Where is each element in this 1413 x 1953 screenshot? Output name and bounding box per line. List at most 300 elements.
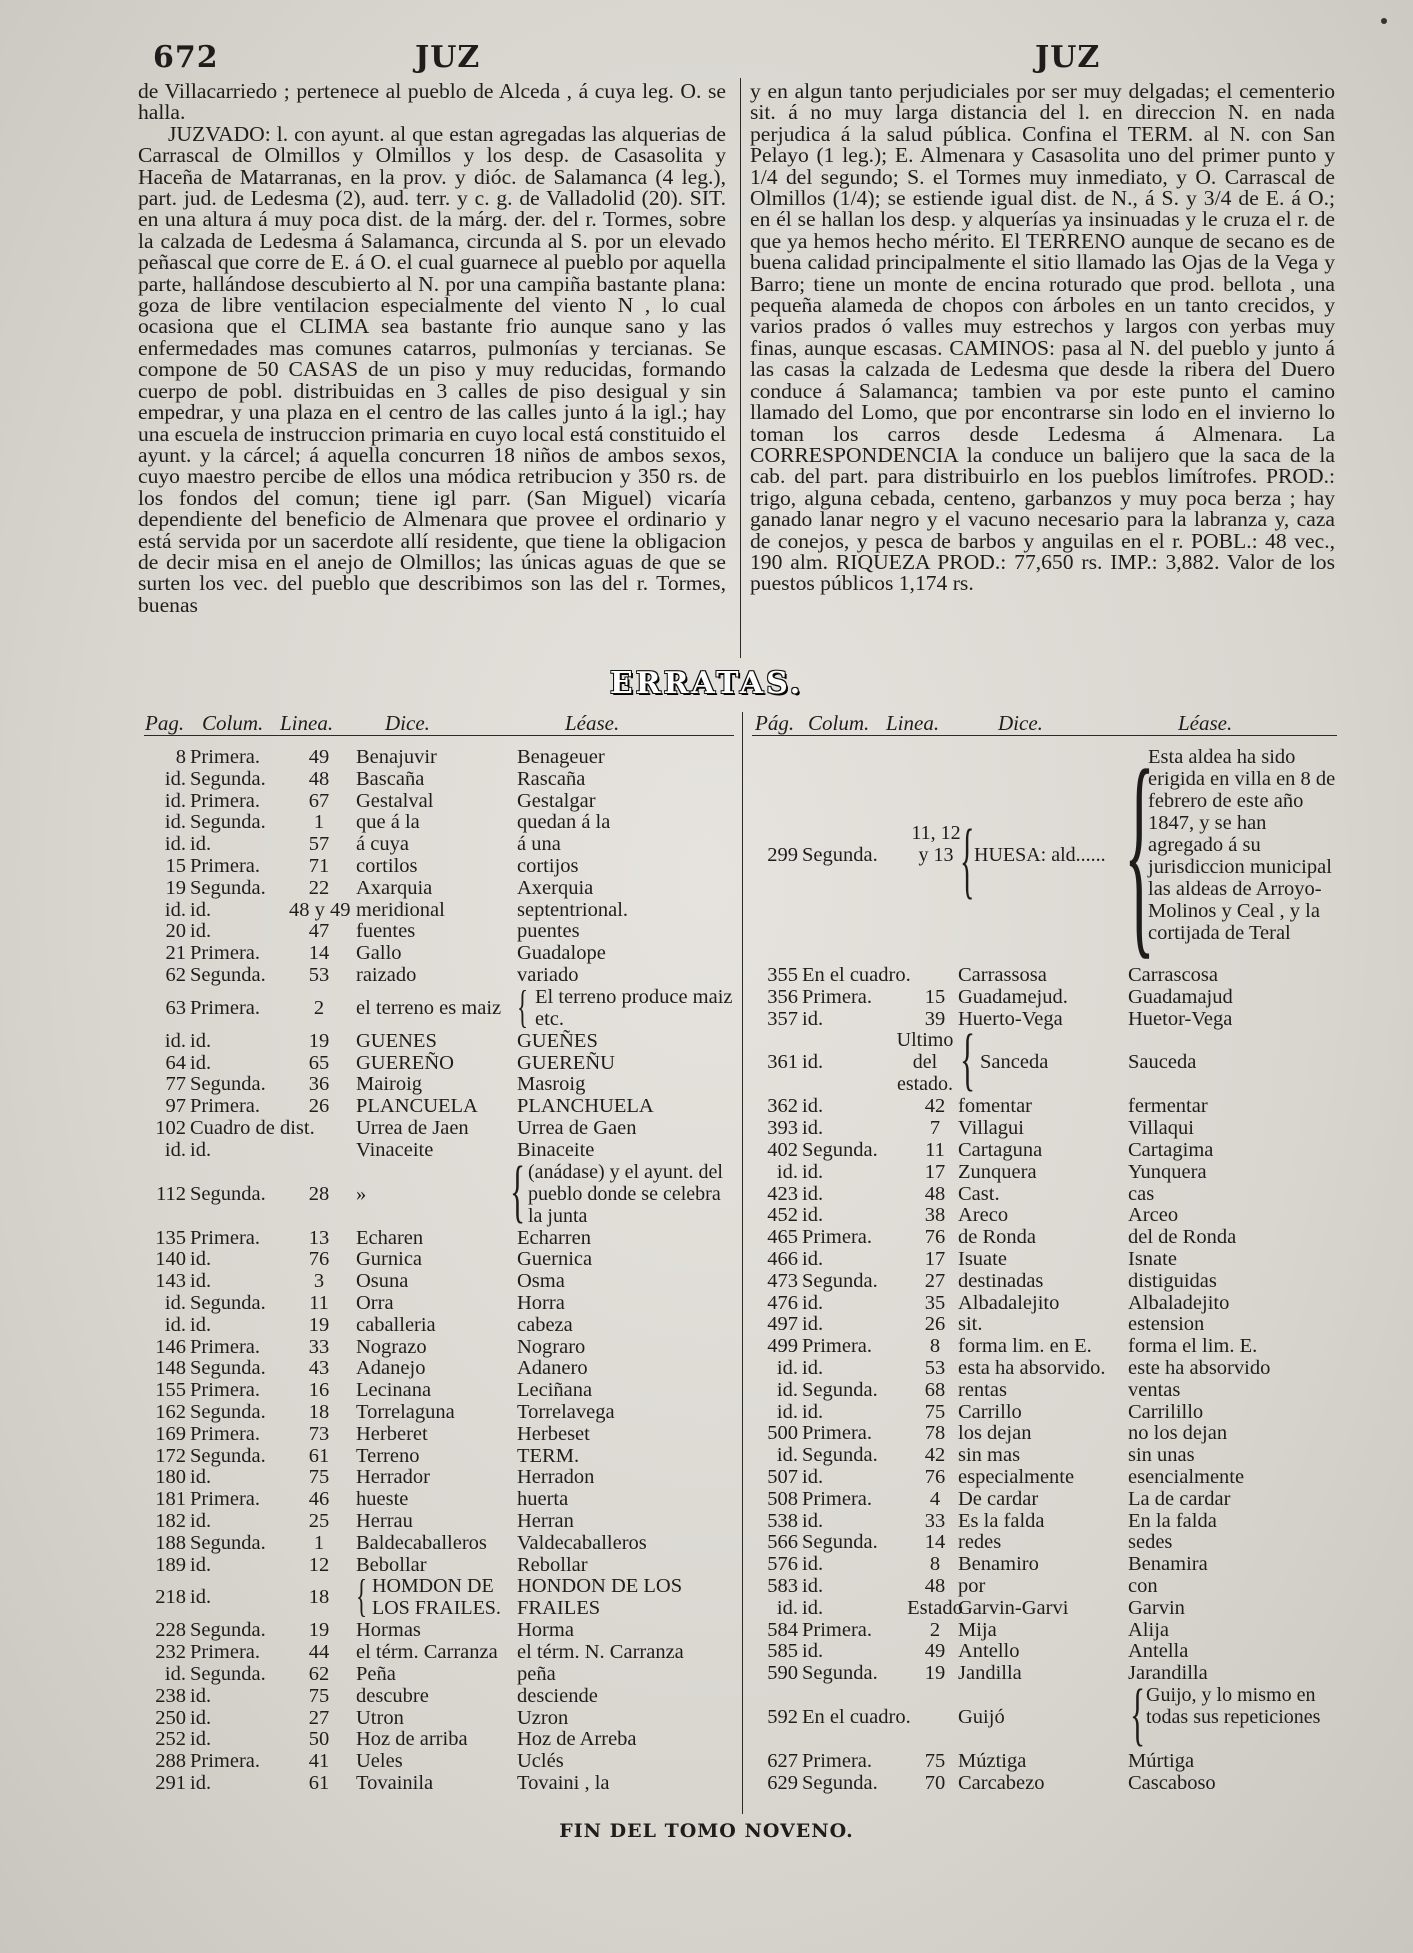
errata-page: 499 xyxy=(767,1335,798,1358)
errata-lease: este ha absorvido xyxy=(1128,1357,1271,1379)
errata-line: 75 xyxy=(924,1750,946,1772)
errata-dice: Utron xyxy=(356,1706,404,1729)
erratas-title: ERRATAS. xyxy=(609,666,804,701)
errata-dice: Cast. xyxy=(958,1182,1000,1205)
brace-glyph: { xyxy=(517,980,529,1032)
header-colum-right: Colum. xyxy=(808,711,870,735)
errata-row xyxy=(0,1270,1413,1292)
errata-lease: desciende xyxy=(517,1684,598,1707)
errata-lease: sedes xyxy=(1128,1531,1173,1554)
errata-line: Ultimo del estado. xyxy=(896,1029,954,1096)
errata-page: 576 xyxy=(767,1553,798,1576)
errata-line: 75 xyxy=(924,1400,946,1423)
errata-dice: Herberet xyxy=(356,1422,428,1445)
errata-dice: Terreno xyxy=(356,1444,420,1467)
errata-column: Segunda. xyxy=(190,1401,266,1423)
errata-line: 57 xyxy=(308,833,330,856)
errata-line: 15 xyxy=(924,985,946,1008)
errata-row xyxy=(0,1204,1413,1226)
errata-page: 102 xyxy=(155,1117,186,1139)
errata-page: 584 xyxy=(767,1618,798,1641)
errata-row xyxy=(0,1095,1413,1117)
print-speck xyxy=(1381,18,1387,24)
errata-dice: Echaren xyxy=(356,1226,424,1249)
errata-line: 48 xyxy=(924,1575,946,1597)
errata-row xyxy=(0,1466,1413,1488)
errata-dice: HUESA: ald...... xyxy=(974,844,1106,866)
errata-lease: Herran xyxy=(517,1510,574,1532)
errata-lease: Guernica xyxy=(517,1248,593,1271)
errata-lease: Axerquia xyxy=(517,876,594,899)
errata-lease: Uclés xyxy=(517,1750,564,1773)
errata-page: 162 xyxy=(155,1401,186,1423)
errata-column: id. xyxy=(802,1248,824,1270)
errata-dice: Carrillo xyxy=(958,1400,1022,1423)
errata-page: 476 xyxy=(767,1291,798,1314)
errata-dice: Benajuvir xyxy=(356,746,437,768)
errata-lease: peña xyxy=(517,1663,556,1685)
errata-line: 28 xyxy=(308,1182,330,1205)
errata-line: 27 xyxy=(924,1269,946,1292)
errata-column: Primera. xyxy=(802,1422,873,1445)
errata-page: 500 xyxy=(767,1422,798,1445)
errata-column: Segunda. xyxy=(190,876,266,899)
errata-lease: ventas xyxy=(1128,1378,1181,1401)
errata-page: 218 xyxy=(155,1586,186,1609)
errata-dice: Herrau xyxy=(356,1510,413,1532)
errata-row xyxy=(0,1575,1413,1597)
errata-lease: Yunquera xyxy=(1128,1160,1207,1183)
errata-dice: Hoz de arriba xyxy=(356,1728,468,1751)
errata-row xyxy=(0,1248,1413,1270)
errata-column: Primera. xyxy=(190,1488,261,1511)
errata-page: 402 xyxy=(767,1139,798,1161)
errata-dice: Gallo xyxy=(356,942,402,965)
errata-page: 583 xyxy=(767,1575,798,1597)
errata-page: 361 xyxy=(767,1051,798,1074)
errata-lease: septentrional. xyxy=(517,898,629,921)
errata-dice: Baldecaballeros xyxy=(356,1531,487,1554)
errata-column: Primera. xyxy=(190,996,261,1019)
header-dice: Dice. xyxy=(385,711,430,735)
errata-lease: Horma xyxy=(517,1619,574,1642)
errata-line: 76 xyxy=(924,1466,946,1488)
errata-page: 15 xyxy=(165,855,186,877)
errata-lease: El terreno produce maiz etc. xyxy=(535,985,733,1030)
errata-column: Primera. xyxy=(802,985,873,1008)
errata-row xyxy=(0,1531,1413,1553)
errata-dice: Areco xyxy=(958,1204,1009,1227)
column-divider xyxy=(740,78,741,658)
errata-dice: Mairoig xyxy=(356,1073,423,1096)
errata-dice: de Ronda xyxy=(958,1226,1036,1249)
errata-line: 65 xyxy=(308,1051,330,1074)
errata-column: Segunda. xyxy=(802,1531,878,1554)
errata-row xyxy=(0,1335,1413,1357)
errata-line: 49 xyxy=(924,1640,946,1663)
errata-line: 4 xyxy=(929,1487,941,1510)
errata-line: 25 xyxy=(308,1510,330,1532)
errata-lease: distiguidas xyxy=(1128,1269,1217,1292)
errata-page: 148 xyxy=(155,1357,186,1380)
errata-page: 8 xyxy=(175,746,186,768)
errata-page: id. xyxy=(776,1444,798,1467)
errata-dice: los dejan xyxy=(958,1422,1032,1445)
errata-column: Segunda. xyxy=(802,1662,878,1685)
errata-lease: Valdecaballeros xyxy=(517,1531,647,1554)
errata-line: 22 xyxy=(308,876,330,899)
errata-column: Primera. xyxy=(802,1335,873,1358)
errata-page: 21 xyxy=(165,942,186,965)
errata-lease: forma el lim. E. xyxy=(1128,1335,1258,1358)
errata-column: id. xyxy=(802,1182,824,1205)
errata-row xyxy=(0,1619,1413,1641)
errata-line: 50 xyxy=(308,1728,330,1751)
errata-lease: La de cardar xyxy=(1128,1487,1231,1510)
errata-row xyxy=(0,1008,1413,1030)
errata-line: 38 xyxy=(924,1204,946,1227)
errata-column: id. xyxy=(802,1051,824,1074)
errata-page: 77 xyxy=(165,1073,186,1096)
errata-page: 291 xyxy=(155,1772,186,1794)
errata-line: 42 xyxy=(924,1444,946,1467)
errata-dice: redes xyxy=(958,1531,1002,1554)
errata-lease: Guadamajud xyxy=(1128,985,1233,1008)
errata-page: 172 xyxy=(155,1444,186,1467)
errata-lease: Isnate xyxy=(1128,1248,1177,1270)
errata-lease: Torrelavega xyxy=(517,1401,615,1423)
errata-line: 27 xyxy=(308,1706,330,1729)
errata-page: 590 xyxy=(767,1662,798,1685)
errata-column: id. xyxy=(802,1640,824,1663)
errata-column: Primera. xyxy=(190,1379,261,1402)
errata-lease: Binaceite xyxy=(517,1138,595,1161)
errata-row xyxy=(0,1553,1413,1575)
errata-column: Primera. xyxy=(190,1641,261,1664)
errata-lease: Arceo xyxy=(1128,1204,1179,1227)
errata-page: id. xyxy=(164,1029,186,1052)
errata-page: 299 xyxy=(767,844,798,867)
errata-column: id. xyxy=(190,920,212,943)
errata-dice: De cardar xyxy=(958,1487,1039,1510)
errata-lease: Tovaini , la xyxy=(517,1772,610,1794)
errata-page: id. xyxy=(164,1292,186,1314)
errata-row xyxy=(0,1444,1413,1466)
errata-dice: Urrea de Jaen xyxy=(356,1117,469,1139)
errata-dice: fuentes xyxy=(356,920,416,943)
errata-page: 135 xyxy=(155,1226,186,1249)
errata-dice: destinadas xyxy=(958,1269,1044,1292)
errata-line: 16 xyxy=(308,1379,330,1402)
errata-lease: cortijos xyxy=(517,855,579,877)
errata-line: 53 xyxy=(308,964,330,986)
errata-column: id. xyxy=(802,1357,824,1379)
errata-line: 11, 12 y 13 xyxy=(911,822,961,866)
errata-lease: Garvin xyxy=(1128,1596,1185,1619)
errata-lease: esencialmente xyxy=(1128,1466,1245,1488)
errata-lease: GUEREÑU xyxy=(517,1051,615,1074)
errata-dice: Axarquia xyxy=(356,876,433,899)
errata-page: 465 xyxy=(767,1226,798,1249)
errata-column: Primera. xyxy=(190,1750,261,1773)
errata-lease: á una xyxy=(517,833,561,856)
errata-row xyxy=(0,1117,1413,1139)
errata-column: Primera. xyxy=(802,1226,873,1249)
errata-page: 62 xyxy=(165,964,186,986)
errata-lease: Herradon xyxy=(517,1466,595,1489)
errata-page: 355 xyxy=(767,964,798,986)
errata-page: 393 xyxy=(767,1117,798,1140)
errata-lease: Rascaña xyxy=(517,767,586,790)
errata-dice: Villagui xyxy=(958,1117,1024,1140)
errata-column: id. xyxy=(190,1706,212,1729)
errata-column: Primera. xyxy=(190,1226,261,1249)
errata-page: id. xyxy=(776,1378,798,1401)
errata-line: 76 xyxy=(924,1226,946,1249)
left-paragraph-1: de Villacarriedo ; pertenece al pueblo de Alceda , á cuya leg. O. se halla. xyxy=(138,79,726,125)
errata-column: Primera. xyxy=(802,1487,873,1510)
errata-dice: forma lim. en E. xyxy=(958,1335,1092,1358)
errata-dice: que á la xyxy=(356,811,420,834)
errata-row xyxy=(0,1226,1413,1248)
errata-lease: Cascaboso xyxy=(1128,1771,1216,1794)
errata-dice: Herrador xyxy=(356,1466,430,1489)
errata-dice: Osuna xyxy=(356,1270,409,1293)
errata-page: 180 xyxy=(155,1466,186,1489)
header-colum: Colum. xyxy=(202,711,264,735)
errata-line: 46 xyxy=(308,1488,330,1511)
errata-lease: quedan á la xyxy=(517,811,611,834)
errata-page: 466 xyxy=(767,1248,798,1270)
errata-page: id. xyxy=(164,898,186,921)
errata-dice: sit. xyxy=(958,1313,983,1336)
errata-page: 140 xyxy=(155,1248,186,1271)
errata-row xyxy=(0,1139,1413,1161)
errata-line: 19 xyxy=(308,1313,330,1336)
errata-page: 357 xyxy=(767,1007,798,1030)
errata-column: id. xyxy=(802,1553,824,1576)
errata-line: 12 xyxy=(308,1553,330,1576)
errata-column: Segunda. xyxy=(802,1139,878,1161)
errata-page: 423 xyxy=(767,1182,798,1205)
errata-column: Primera. xyxy=(190,746,261,768)
errata-page: 238 xyxy=(155,1684,186,1707)
errata-dice: Tovainila xyxy=(356,1772,434,1794)
errata-lease: sin unas xyxy=(1128,1444,1195,1467)
errata-column: id. xyxy=(190,1138,212,1161)
errata-column: id. xyxy=(190,1029,212,1052)
errata-lease: Antella xyxy=(1128,1640,1189,1663)
errata-dice: Albadalejito xyxy=(958,1291,1060,1314)
errata-line: 7 xyxy=(929,1117,941,1140)
errata-column: Primera. xyxy=(190,942,261,965)
errata-line: 2 xyxy=(929,1618,941,1641)
errata-column: id. xyxy=(190,1466,212,1489)
errata-column: id. xyxy=(190,1553,212,1576)
errata-line: Estado xyxy=(907,1596,963,1619)
errata-lease: Horra xyxy=(517,1292,565,1314)
errata-column: Primera. xyxy=(190,1422,261,1445)
errata-page: 232 xyxy=(155,1641,186,1664)
errata-lease: PLANCHUELA xyxy=(517,1095,654,1118)
errata-page: 20 xyxy=(165,920,186,943)
errata-dice: fomentar xyxy=(958,1095,1032,1118)
errata-page: 228 xyxy=(155,1619,186,1642)
errata-line: 33 xyxy=(308,1335,330,1358)
errata-line: 19 xyxy=(308,1619,330,1642)
errata-dice: Torrelaguna xyxy=(356,1401,455,1423)
end-of-volume: FIN DEL TOMO NOVENO. xyxy=(559,1820,854,1842)
errata-page: 508 xyxy=(767,1487,798,1510)
errata-page: id. xyxy=(776,1400,798,1423)
errata-lease: Alija xyxy=(1128,1618,1169,1641)
errata-page: 497 xyxy=(767,1313,798,1336)
errata-line: 78 xyxy=(924,1422,946,1445)
errata-line: 48 xyxy=(924,1182,946,1205)
errata-line: 2 xyxy=(313,996,325,1019)
errata-page: id. xyxy=(776,1596,798,1619)
errata-dice: HOMDON DE LOS FRAILES. xyxy=(372,1575,501,1620)
errata-row xyxy=(0,1401,1413,1423)
errata-line: 13 xyxy=(308,1226,330,1249)
errata-lease: Benamira xyxy=(1128,1553,1208,1576)
errata-dice: á cuya xyxy=(356,833,409,856)
errata-lease: TERM. xyxy=(517,1444,580,1467)
right-text-column xyxy=(750,81,1335,641)
errata-line: 48 xyxy=(308,767,330,790)
errata-lease: Esta aldea ha sido erigida en villa en 8 de febrero de este año 1847, y se han agregado á su jurisdiccion municipal las aldeas de Arroyo-Molinos y Ceal , y la cortijada de Teral xyxy=(1148,746,1336,944)
errata-lease: del de Ronda xyxy=(1128,1226,1237,1249)
errata-column: Segunda. xyxy=(190,811,266,834)
errata-row xyxy=(0,1021,1413,1099)
errata-line: 14 xyxy=(924,1531,946,1554)
errata-lease: Sauceda xyxy=(1128,1051,1197,1074)
errata-lease: Villaqui xyxy=(1128,1117,1194,1140)
errata-dice: Cartaguna xyxy=(958,1139,1043,1161)
errata-line: 70 xyxy=(924,1771,946,1794)
errata-column: id. xyxy=(802,1095,824,1118)
errata-dice: Peña xyxy=(356,1663,396,1685)
errata-lease: GUEÑES xyxy=(517,1029,598,1052)
errata-lease: Nograro xyxy=(517,1335,586,1358)
errata-lease: Rebollar xyxy=(517,1553,588,1576)
errata-line: 26 xyxy=(924,1313,946,1336)
errata-dice: Benamiro xyxy=(958,1553,1039,1576)
errata-lease: Benageuer xyxy=(517,746,605,768)
header-pag: Pag. xyxy=(145,711,185,735)
errata-dice: Es la falda xyxy=(958,1509,1045,1532)
errata-line: 75 xyxy=(308,1466,330,1489)
errata-column: Primera. xyxy=(190,1095,261,1118)
errata-lease: Jarandilla xyxy=(1128,1662,1208,1685)
errata-dice: Bascaña xyxy=(356,767,425,790)
errata-line: 48 y 49 xyxy=(289,898,351,921)
errata-row xyxy=(0,1292,1413,1314)
errata-column: id. xyxy=(802,1575,824,1597)
errata-row xyxy=(0,1772,1413,1794)
errata-page: id. xyxy=(164,767,186,790)
errata-lease: En la falda xyxy=(1128,1509,1217,1532)
errata-row xyxy=(0,1750,1413,1772)
right-table-rule xyxy=(752,735,1337,736)
errata-line: 14 xyxy=(308,942,330,965)
errata-lease: Uzron xyxy=(517,1706,569,1729)
errata-line: 1 xyxy=(313,811,325,834)
errata-line: 8 xyxy=(929,1553,941,1576)
errata-dice: Lecinana xyxy=(356,1379,432,1402)
errata-dice: Nograzo xyxy=(356,1335,427,1358)
errata-row xyxy=(0,1422,1413,1444)
errata-line: 3 xyxy=(313,1270,325,1293)
brace-glyph: { xyxy=(510,1152,526,1230)
errata-column: id. xyxy=(190,1051,212,1074)
errata-line: 62 xyxy=(308,1663,330,1685)
errata-column: id. xyxy=(190,1772,212,1794)
errata-column: En el cuadro. xyxy=(802,1706,911,1729)
errata-column: id. xyxy=(802,1466,824,1488)
errata-page: 585 xyxy=(767,1640,798,1663)
errata-line: 71 xyxy=(308,855,330,877)
errata-line: 36 xyxy=(308,1073,330,1096)
errata-column: Primera. xyxy=(190,1335,261,1358)
errata-row xyxy=(0,1662,1413,1684)
brace-glyph: { xyxy=(960,811,975,907)
errata-dice: por xyxy=(958,1575,986,1597)
errata-row xyxy=(0,964,1413,986)
errata-line: 43 xyxy=(308,1357,330,1380)
errata-dice: cortilos xyxy=(356,855,418,877)
errata-line: 35 xyxy=(924,1291,946,1314)
errata-dice: Zunquera xyxy=(958,1160,1037,1183)
errata-line: 11 xyxy=(309,1292,329,1314)
errata-dice: Antello xyxy=(958,1640,1020,1663)
errata-column: Segunda. xyxy=(190,1073,266,1096)
errata-dice: descubre xyxy=(356,1684,429,1707)
errata-lease: Echarren xyxy=(517,1226,591,1249)
errata-page: 566 xyxy=(767,1531,798,1554)
page-number: 672 xyxy=(153,40,219,75)
errata-lease: cas xyxy=(1128,1182,1155,1205)
errata-page: 63 xyxy=(165,996,186,1019)
errata-lease: Leciñana xyxy=(517,1379,593,1402)
errata-row xyxy=(0,1357,1413,1379)
errata-lease: Osma xyxy=(517,1270,565,1293)
errata-dice: Gurnica xyxy=(356,1248,423,1271)
errata-column: id. xyxy=(802,1291,824,1314)
errata-dice: meridional xyxy=(356,898,445,921)
errata-line: 17 xyxy=(924,1248,946,1270)
errata-column: Segunda. xyxy=(190,1357,266,1380)
errata-lease: el térm. N. Carranza xyxy=(517,1641,684,1664)
left-text-column xyxy=(138,81,726,661)
errata-column: id. xyxy=(190,1313,212,1336)
errata-row xyxy=(0,986,1413,1008)
errata-dice: » xyxy=(356,1182,367,1205)
right-paragraph-1: y en algun tanto perjudiciales por ser muy delgadas; el cementerio sit. á no muy larga distancia del l. en direccion N. en nada perjudica á la salud pública. Confina el TERM. al N. con San Pelayo (1 leg.); E. Almenara y Casasolita uno del primer punto y 1/4 del segundo; S. el Tormes muy inmediato, y O. Carrascal de Olmillos (1/4); se estiende igual dist. de N., á S. y 3/4 de E. á O.; en él se hallan los desp. y alquerías ya insinuadas y le cruza el r. de que ya hemos hecho mérito. El TERRENO aunque de secano es de buena calidad principalmente el sitio llamado las Ojas de la Vega y Barro; tiene un monte de encina roturado que prod. bellota , una pequeña alameda de chopos con árboles en un tanto crecidos, y varios prados ó valles muy estrechos y largos con yerbas muy finas, aunque escasas. CAMINOS: pasa al N. del pueblo y junto á las casas la calzada de Ledesma que desde la ribera del Duero conduce á Salamanca; tambien va por este punto el camino llamado del Lomo, que por encontrarse sin lodo en el invierno lo toman los carros desde Ledesma á Almenara. La CORRESPONDENCIA la conduce un balijero que la saca de la cab. del part. para distribuirlo en los pueblos limítrofes. PROD.: trigo, alguna cebada, centeno, garbanzos y muy poca berza ; hay ganado lanar negro y el vacuno necesario para la labranza y, caza de conejos, y pesca de barbos y anguilas en el r. POBL.: 48 vec., 190 alm. RIQUEZA PROD.: 77,650 rs. IMP.: 3,882. Valor de los puestos públicos 1,174 rs. xyxy=(750,79,1335,596)
errata-page: 112 xyxy=(156,1182,186,1205)
errata-column: id. xyxy=(802,1313,824,1336)
errata-line: 18 xyxy=(308,1586,330,1609)
errata-lease: Carrascosa xyxy=(1128,964,1218,986)
errata-page: 252 xyxy=(155,1728,186,1751)
errata-dice: Huerto-Vega xyxy=(958,1007,1063,1030)
errata-page: 356 xyxy=(767,985,798,1008)
errata-row xyxy=(0,1183,1413,1205)
errata-line: 26 xyxy=(308,1095,330,1118)
errata-page: 288 xyxy=(155,1750,186,1773)
brace-glyph: { xyxy=(1130,1676,1146,1753)
errata-lease: Cartagima xyxy=(1128,1139,1214,1161)
